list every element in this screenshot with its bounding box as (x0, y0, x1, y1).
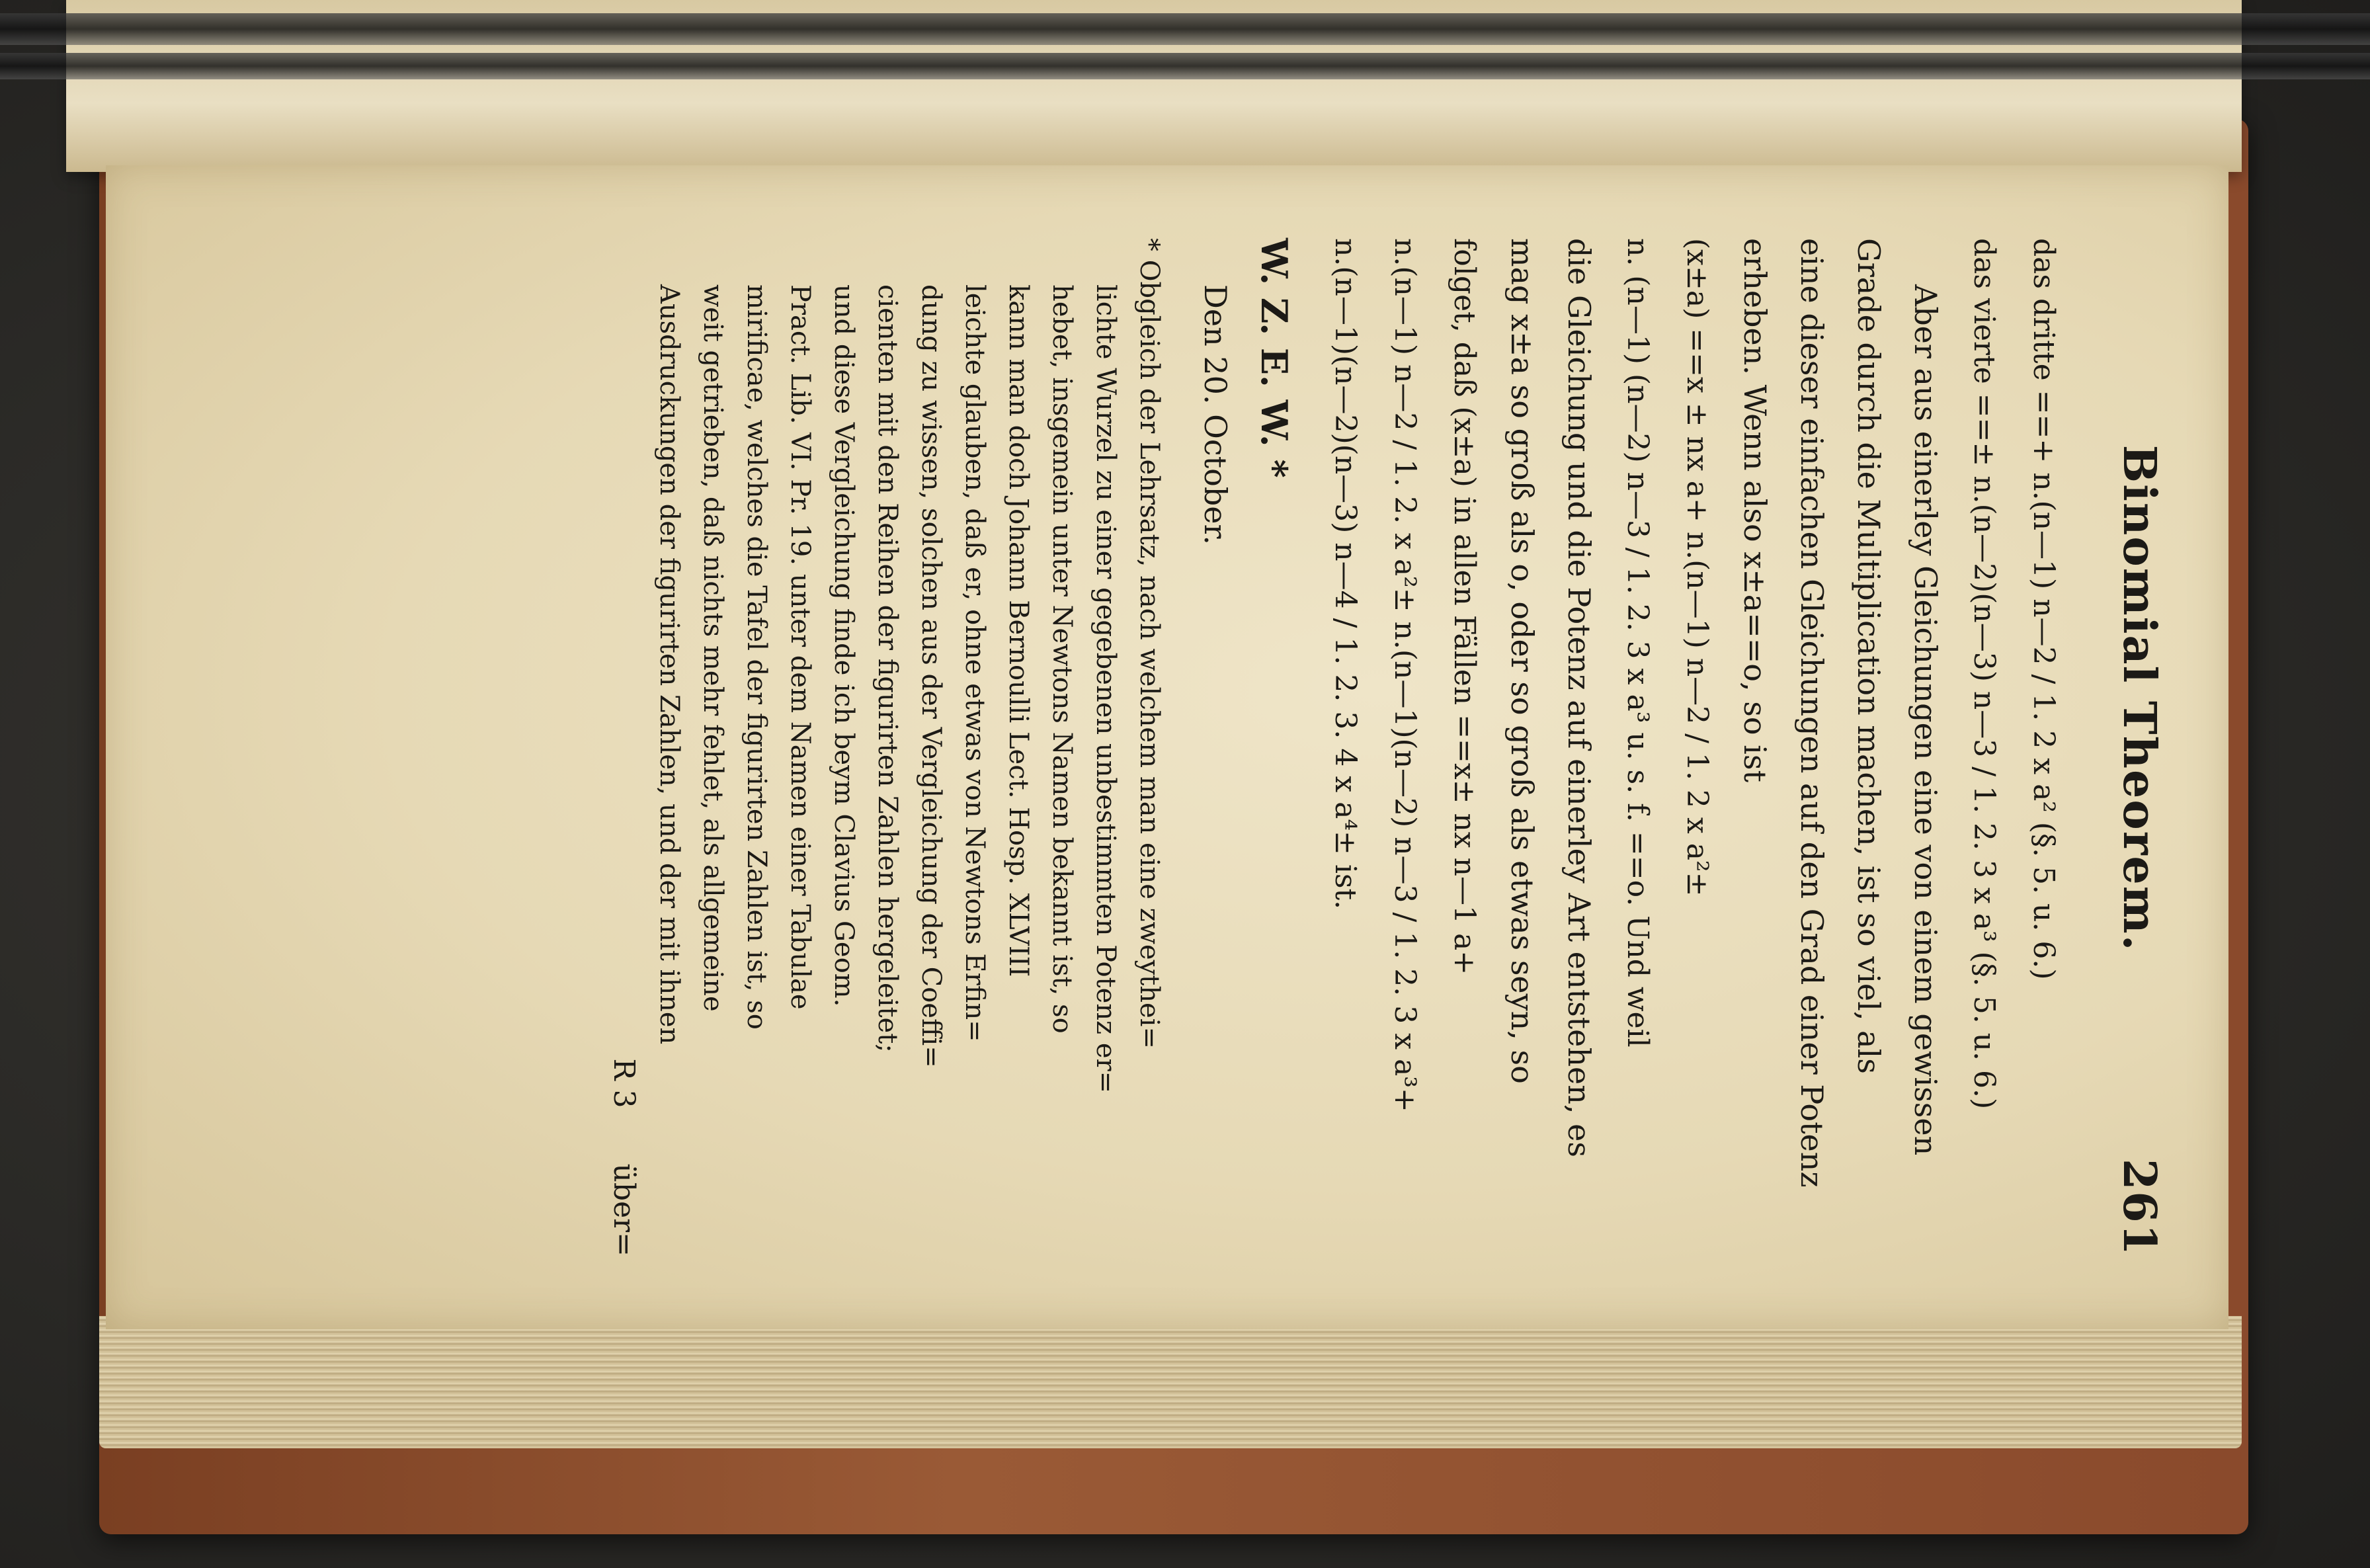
catchword: über= (607, 1163, 641, 1257)
footnote-line: kann man doch Johann Bernoulli Lect. Hosp. XLVIII (1003, 284, 1034, 977)
footnote-line: cienten mit den Reihen der figurirten Zahlen hergeleitet; (872, 284, 903, 1053)
text-line: eine dieser einfachen Gleichungen auf den Grad einer Potenz (1794, 238, 1830, 1188)
footnote-line: Ausdruckungen der figurirten Zahlen, und der mit ihnen (654, 284, 684, 1045)
footnote-line: Pract. Lib. VI. Pr. 19. unter dem Namen einer Tabulae (785, 284, 815, 1010)
page-title: Binomial Theorem. (2113, 444, 2166, 952)
footnote-line: lichte Wurzel zu einer gegebenen unbestimmten Potenz er= (1090, 284, 1121, 1094)
text-line: n.(n—1)(n—2)(n—3) n—4 / 1. 2. 3. 4 x a⁴± ist. (1328, 238, 1362, 910)
signature-mark: R 3 (607, 1058, 641, 1108)
footnote-line: weit getrieben, daß nichts mehr fehlet, als allgemeine (698, 284, 728, 1012)
text-line: die Gleichung und die Potenz auf einerley Art entstehen, es (1561, 238, 1597, 1157)
page-text-block (142, 212, 2192, 1283)
footnote-line: dung zu wissen, solchen aus der Vergleichung der Coeffi= (916, 284, 946, 1068)
text-line: mag x±a so groß als o, oder so groß als etwas seyn, so (1504, 238, 1540, 1084)
text-line: folget, daß (x±a) in allen Fällen ==x± nx n—1 a+ (1448, 238, 1481, 975)
text-line: erheben. Wenn also x±a==o, so ist (1737, 238, 1773, 782)
page-holder-bar (0, 13, 2370, 45)
footnote-line: hebet, insgemein unter Newtons Namen bekannt ist, so (1047, 284, 1077, 1034)
running-head (2113, 238, 2166, 1257)
footnote-line: * Obgleich der Lehrsatz, nach welchem man eine zweythei= (1134, 238, 1165, 1049)
footnote-line: und diese Vergleichung finde ich beym Clavius Geom. (829, 284, 859, 1007)
catchword-row (607, 238, 641, 1257)
book-page (106, 165, 2228, 1329)
text-line: (x±a) ==x ± nx a+ n.(n—1) n—2 / 1. 2 x a²± (1680, 238, 1714, 897)
proof-end-mark: W. Z. E. W. * (1253, 238, 1295, 478)
text-line: das dritte ==+ n.(n—1) n—2 / 1. 2 x a² (§. 5. u. 6.) (2027, 238, 2061, 980)
text-line: n. (n—1) (n—2) n—3 / 1. 2. 3 x a³ u. s. f. ==o. Und weil (1621, 238, 1655, 1048)
date-line: Den 20. October. (1198, 284, 1233, 546)
text-line: Aber aus einerley Gleichungen eine von einem gewissen (1908, 284, 1943, 1156)
page-holder-bar (0, 53, 2370, 79)
text-line: Grade durch die Multiplication machen, ist so viel, als (1851, 238, 1887, 1074)
page-number: 261 (2113, 1159, 2166, 1257)
page-edges (99, 1316, 2242, 1448)
footnote-line: leichte glauben, daß er, ohne etwas von Newtons Erfin= (960, 284, 990, 1042)
text-line: das vierte ==± n.(n—2)(n—3) n—3 / 1. 2. 3 x a³ (§. 5. u. 6.) (1967, 238, 2001, 1110)
text-line: n.(n—1) n—2 / 1. 2. x a²± n.(n—1)(n—2) n—3 / 1. 2. 3 x a³+ (1388, 238, 1422, 1112)
footnote-line: mirificae, welches die Tafel der figurirten Zahlen ist, so (741, 284, 772, 1030)
